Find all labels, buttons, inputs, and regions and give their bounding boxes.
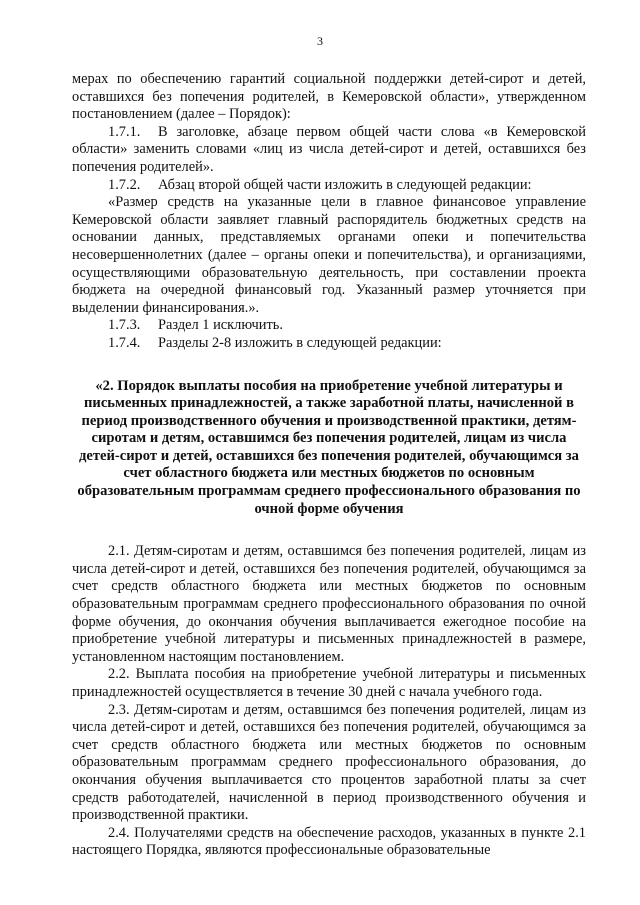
item-number: 1.7.2. — [108, 176, 141, 193]
paragraph-2-2: 2.2. Выплата пособия на приобретение учебной литературы и письменных принадлежностей осуществляется в течение 30 дней с начала учебного года. — [72, 666, 586, 700]
item-number: 1.7.4. — [108, 334, 141, 351]
item-1-7-2 — [72, 177, 586, 195]
paragraph-2-1: 2.1. Детям-сиротам и детям, оставшимся без попечения родителей, лицам из числа детей-сирот и детей, оставшихся без попечения родителей, обучающимся за счет средств областного бюджета или местных бюджетов по основным образовательным программам среднего профессионального образования по очной форме обучения, до окончания обучения выплачивается ежегодное пособие на приобретение учебной литературы и письменных принадлежностей в размере, установленном настоящим постановлением. — [72, 543, 586, 665]
item-number: 1.7.1. — [108, 123, 141, 140]
item-1-7-1 — [72, 124, 586, 177]
page-number: 3 — [317, 34, 323, 48]
item-text: В заголовке, абзаце первом общей части слова «в Кемеровской области» заменить словами «лиц из числа детей-сирот и детей, оставшихся без попечения родителей». — [72, 123, 586, 175]
section-heading: «2. Порядок выплаты пособия на приобретение учебной литературы и письменных принадлежностей, а также заработной платы, начисленной в период производственного обучения и производственной практики, детям-сиротам и детям, оставшимся без попечения родителей, лицам из числа детей-сирот и детей, оставшихся без попечения родителей, обучающимся за счет областного бюджета или местных бюджетов по основным образовательным программам среднего профессионального образования по очной форме обучения — [77, 377, 581, 517]
item-number: 1.7.3. — [108, 317, 141, 334]
item-text: Раздел 1 исключить. — [158, 317, 283, 334]
item-1-7-4 — [72, 335, 586, 353]
intro-paragraph: мерах по обеспечению гарантий социальной поддержки детей-сирот и детей, оставшихся без попечения родителей, в Кемеровской области», утвержденном постановлением (далее – Порядок): — [72, 71, 586, 123]
paragraph-2-3: 2.3. Детям-сиротам и детям, оставшимся без попечения родителей, лицам из числа детей-сирот и детей, оставшихся без попечения родителей, обучающимся за счет средств областного бюджета или местных бюджетов по основным образовательным программам среднего профессионального образования, до окончания обучения выплачивается сто процентов заработной платы за счет средств работодателей, начисленной в период производственного обучения и производственной практики. — [72, 701, 586, 824]
document-body — [72, 71, 586, 860]
paragraph-2-4: 2.4. Получателями средств на обеспечение расходов, указанных в пункте 2.1 настоящего Порядка, являются профессиональные образовательные — [72, 824, 586, 859]
item-1-7-3 — [72, 317, 586, 335]
quoted-paragraph: «Размер средств на указанные цели в главное финансовое управление Кемеровской области заявляет главный распорядитель бюджетных средств на основании данных, представляемых органами опеки и попечительства несовершеннолетних (далее – органы опеки и попечительства), и организациями, осуществляющими образовательную деятельность, при составлении проекта бюджета на очередной финансовый год. Указанный размер уточняется при выделении финансирования.». — [72, 194, 586, 316]
item-text: Разделы 2-8 изложить в следующей редакции: — [158, 334, 442, 351]
item-text: Абзац второй общей части изложить в следующей редакции: — [158, 176, 532, 193]
